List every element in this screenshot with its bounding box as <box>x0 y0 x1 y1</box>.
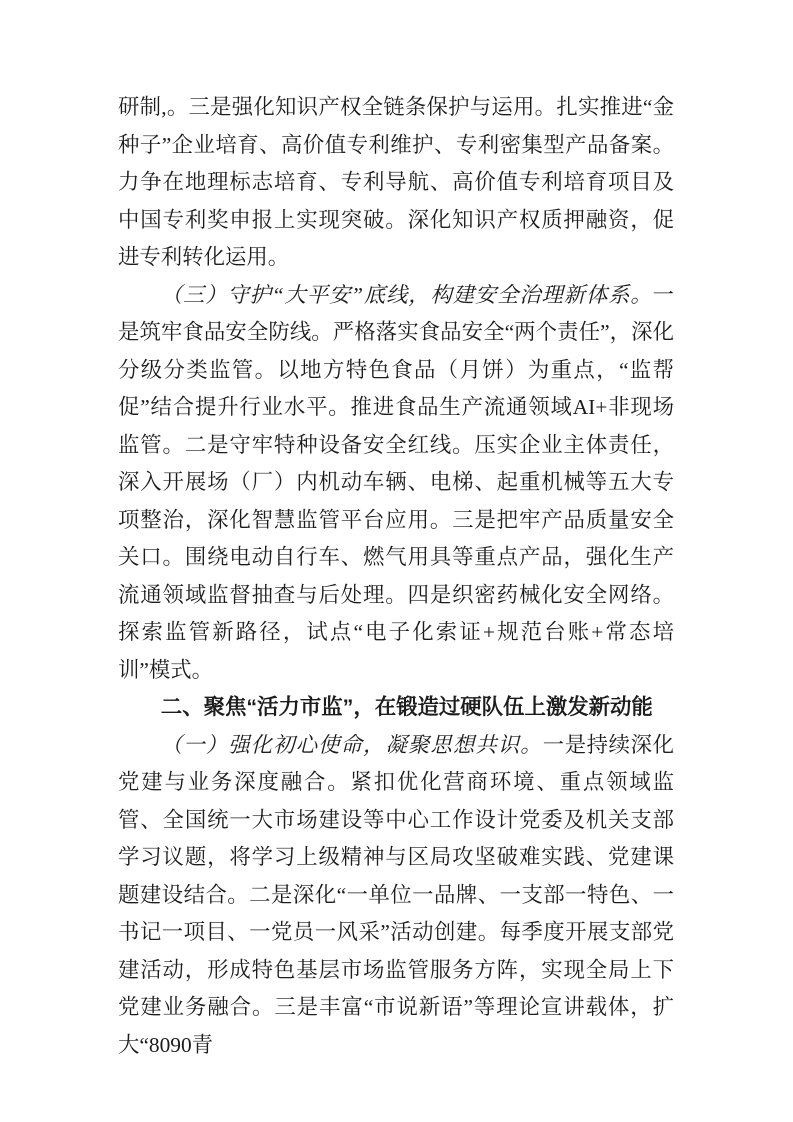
section-one-body-text: 一是持续深化党建与业务深度融合。紧扣优化营商环境、重点领域监管、全国统一大市场建设等中心工作设计党委及机关支部学习议题，将学习上级精神与区局攻坚破难实践、党建课题建设结合。二是深化“一单位一品牌、一支部一特色、一书记一项目、一党员一风采”活动创建。每季度开展支部党建活动，形成特色基层市场监管服务方阵，实现全局上下党建业务融合。三是丰富“市说新语”等理论宣讲载体，扩大“8090青 <box>118 732 674 1057</box>
section-three-body-text: 一是筑牢食品安全防线。严格落实食品安全“两个责任”，深化分级分类监管。以地方特色食品（月饼）为重点，“监帮促”结合提升行业水平。推进食品生产流通领域AI+非现场监管。二是守牢特种设备安全红线。压实企业主体责任，深入开展场（厂）内机动车辆、电梯、起重机械等五大专项整治，深化智慧监管平台应用。三是把牢产品质量安全关口。围绕电动自行车、燃气用具等重点产品，强化生产流通领域监督抽查与后处理。四是织密药械化安全网络。探索监管新路径，试点“电子化索证+规范台账+常态培训”模式。 <box>118 282 674 682</box>
part-two-heading <box>118 689 674 727</box>
continuation-paragraph <box>118 89 674 277</box>
document-text-block <box>118 89 674 1064</box>
section-one-lead-in: （一）强化初心使命，凝聚思想共识。 <box>160 732 543 757</box>
section-one-paragraph <box>118 727 674 1065</box>
continuation-paragraph-text: 研制,。三是强化知识产权全链条保护与运用。扎实推进“金种子”企业培育、高价值专利维护、专利密集型产品备案。力争在地理标志培育、专利导航、高价值专利培育项目及中国专利奖申报上实现突破。深化知识产权质押融资，促进专利转化运用。 <box>118 95 674 269</box>
part-two-heading-text: 二、聚焦“活力市监”，在锻造过硬队伍上激发新动能 <box>160 695 653 719</box>
section-three-paragraph <box>118 277 674 690</box>
section-three-lead-in: （三）守护“大平安”底线，构建安全治理新体系。 <box>160 282 653 307</box>
